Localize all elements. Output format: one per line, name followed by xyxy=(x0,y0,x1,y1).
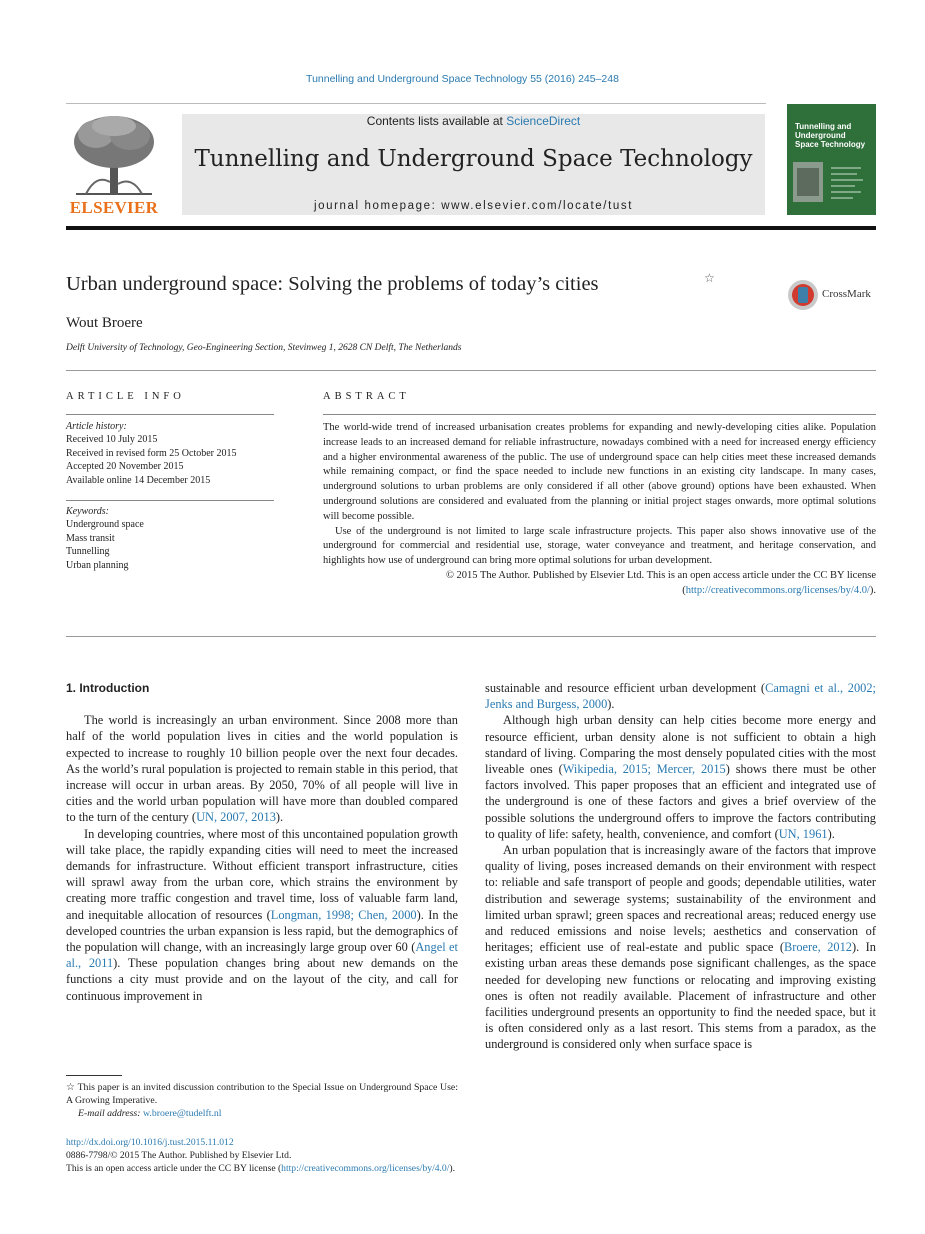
footnote-email xyxy=(66,1107,458,1120)
footnote-rule xyxy=(66,1075,122,1076)
body-paragraph xyxy=(485,842,876,1053)
abstract-copyright: © 2015 The Author. Published by Elsevier Ltd. This is an open access article under the CC BY license xyxy=(445,569,876,581)
contents-line xyxy=(182,114,765,128)
text-run: ). These population changes bring about new demands on the functions a city must provide and on the layout of the city, and call for continuous improvement in xyxy=(66,956,458,1003)
history-revised: Received in revised form 25 October 2015 xyxy=(66,447,237,459)
text-run: Although high urban density can help cities become more energy and resource efficient, urban density alone is not sufficient to obtain a high standard of living. Comparing the most densely populated cities with the most liveable ones ( xyxy=(485,713,876,777)
text-run: ). xyxy=(827,826,835,841)
elsevier-wordmark: ELSEVIER xyxy=(69,198,159,217)
header-rule xyxy=(66,103,766,104)
issn-line: 0886-7798/© 2015 The Author. Published by Elsevier Ltd. xyxy=(66,1150,292,1162)
citation-link[interactable]: Angel et al., 2011 xyxy=(66,940,458,971)
history-received: Received 10 July 2015 xyxy=(66,434,158,446)
citation-link[interactable]: UN, 1961 xyxy=(778,826,828,841)
license-link[interactable]: http://creativecommons.org/licenses/by/4.0/ xyxy=(281,1163,450,1175)
body-paragraph xyxy=(485,712,876,842)
footnote-star: ☆ xyxy=(66,1082,76,1093)
cover-title: Tunnelling and Underground Space Technology xyxy=(795,122,866,149)
license-close: ). xyxy=(869,584,876,596)
license-link[interactable]: http://creativecommons.org/licenses/by/4.0/ xyxy=(685,584,870,596)
affiliation-rule xyxy=(66,370,876,371)
article-title: Urban underground space: Solving the problems of today’s cities xyxy=(66,273,599,295)
keywords-label: Keywords: xyxy=(66,506,109,517)
open-access-line xyxy=(66,1162,766,1175)
section-heading-introduction: 1. Introduction xyxy=(66,681,150,695)
footnote-text xyxy=(66,1081,458,1107)
footnote xyxy=(66,1081,458,1121)
history-online: Available online 14 December 2015 xyxy=(66,474,211,486)
text-run: ). In existing urban areas these demands pose significant challenges, as the space needed for developing new functions or relocating and improving existing ones is often not readily available. Placement of infrastructure and other facilities underground presents an opportunity to find the needed space, but it is often considered only as a last resort. This stems from a paradox, as the underground is considered only when surface space is xyxy=(485,940,876,1052)
keyword-item: Urban planning xyxy=(66,559,129,571)
text-run: An urban population that is increasingly aware of the factors that improve quality of living, poses increased demands on their environment with respect to: reliable and safe transport of people and goods; dependable utilities, water distribution and sewerage systems; sustainability of the environment and limited urban sprawl; green spaces and recreational areas; reduced energy use and reduced emissions and noise levels; aesthetics and conservation of heritages; efficient use of real-estate and public space ( xyxy=(485,843,876,955)
keywords xyxy=(66,505,276,572)
body-left-column xyxy=(66,680,458,1004)
body-paragraph xyxy=(66,826,458,1004)
contents-prefix: Contents lists available at xyxy=(366,114,507,128)
citation-link[interactable]: Broere, 2012 xyxy=(783,940,852,955)
text-run: ). In the developed countries the urban expansion is less rapid, but the demographics of the population will change, with an increasingly large group over 60 ( xyxy=(66,907,458,955)
crossmark-label[interactable]: CrossMark xyxy=(822,288,871,300)
text-run: ). xyxy=(275,810,284,825)
abstract-end-rule xyxy=(66,636,876,637)
journal-citation-link[interactable]: Tunnelling and Underground Space Technology 55 (2016) 245–248 xyxy=(306,73,619,85)
email-label: E-mail address: xyxy=(78,1108,143,1120)
body-right-column xyxy=(485,680,876,1053)
keyword-item: Tunnelling xyxy=(66,546,110,558)
author-name: Wout Broere xyxy=(66,315,143,331)
keywords-rule xyxy=(66,500,274,501)
body-paragraph xyxy=(485,680,876,712)
keyword-item: Mass transit xyxy=(66,532,115,544)
text-run: This is an open access article under the CC BY license ( xyxy=(66,1163,282,1175)
abstract-paragraph: Use of the underground is not limited to large scale infrastructure projects. This paper also shows innovative use of the underground for commercial and residential use, storage, water conveyance and treatment, and heritage conservation, and highlights how use of underground can bring more optimal solutions for urban development. xyxy=(323,525,876,567)
citation-link[interactable]: Camagni et al., 2002; Jenks and Burgess, 2000 xyxy=(485,681,876,712)
abstract-heading: ABSTRACT xyxy=(323,391,410,402)
journal-cover-image[interactable] xyxy=(787,104,876,215)
abstract-paragraph: The world-wide trend of increased urbanisation creates problems for expanding and newly-developing cities alike. Population increase leads to an increased demand for reliable infrastructure, nowadays combined with a need for increased energy efficiency and a higher environmental awareness of the public. The use of underground space can help cities meet these increased demands while remaining compact, or find the space needed to include new functions in an existing city landscape. In many cases, underground solutions to urban problems are only considered if all other (above ground) options have been exhausted. When underground solutions are considered and evaluated from the planning or initial project stages onwards, more optimal solutions will become possible. xyxy=(323,422,876,522)
citation-link[interactable]: Wikipedia, 2015; Mercer, 2015 xyxy=(562,762,726,777)
text-run: ). xyxy=(607,697,615,712)
email-link[interactable]: w.broere@tudelft.nl xyxy=(142,1108,222,1120)
title-footnote-star[interactable]: ☆ xyxy=(704,271,715,285)
cover-contents-list xyxy=(831,164,871,204)
bottom-publication-info xyxy=(66,1136,766,1176)
abstract-license xyxy=(323,584,876,599)
cover-photo xyxy=(793,162,823,202)
journal-title: Tunnelling and Underground Space Technology xyxy=(194,146,753,172)
article-history xyxy=(66,420,276,487)
text-run: sustainable and resource efficient urban development ( xyxy=(485,681,766,695)
text-run: ). xyxy=(449,1163,455,1175)
keyword-item: Underground space xyxy=(66,519,144,531)
abstract-body xyxy=(323,421,876,599)
license-open: ( xyxy=(682,584,686,596)
author-affiliation: Delft University of Technology, Geo-Engineering Section, Stevinweg 1, 2628 CN Delft, The Netherlands xyxy=(66,343,462,353)
text-run: This paper is an invited discussion contribution to the Special Issue on Underground Space Use: A Growing Imperative. xyxy=(66,1082,458,1107)
text-run: ) shows there must be other factors involved. This paper proposes that an efficient and integrated use of the underground is one of these factors and gives a brief overview of the possible solutions the underground offers to improve the factors contributing to quality of life: safety, health, convenience, and comfort ( xyxy=(485,762,876,841)
abstract-rule xyxy=(323,414,876,415)
citation-link[interactable]: Longman, 1998; Chen, 2000 xyxy=(270,907,417,922)
header-thick-rule xyxy=(66,226,876,230)
history-accepted: Accepted 20 November 2015 xyxy=(66,461,184,473)
journal-homepage-link[interactable]: journal homepage: www.elsevier.com/locate/tust xyxy=(313,200,634,212)
citation-link[interactable]: UN, 2007, 2013 xyxy=(196,810,276,825)
sciencedirect-link[interactable]: ScienceDirect xyxy=(506,114,581,128)
article-info-heading: ARTICLE INFO xyxy=(66,391,185,402)
body-paragraph xyxy=(66,712,458,825)
history-label: Article history: xyxy=(66,421,127,432)
text-run: In developing countries, where most of this uncontained population growth will take place, the rapidly expanding cities will need to meet the increased demands for infrastructure. Without efficient transport infrastructure, cities will sprawl away from the urban core, which strains the environment by creating more traffic congestion and travel time, loss of valuable farm land, and inequitable allocation of resources ( xyxy=(66,826,458,922)
article-info-rule xyxy=(66,414,274,415)
text-run: The world is increasingly an urban environment. Since 2008 more than half of the world population lives in cities and the world population is expected to increase to roughly 10 billion people over the next four decades. As the world’s rural population is projected to remain stable in this period, that increase will occur in urban areas. By 2050, 70% of all people will live in cities and the world urban population will have more than doubled compared to the turn of the century ( xyxy=(66,713,458,825)
doi-link[interactable]: http://dx.doi.org/10.1016/j.tust.2015.11.012 xyxy=(66,1137,234,1148)
